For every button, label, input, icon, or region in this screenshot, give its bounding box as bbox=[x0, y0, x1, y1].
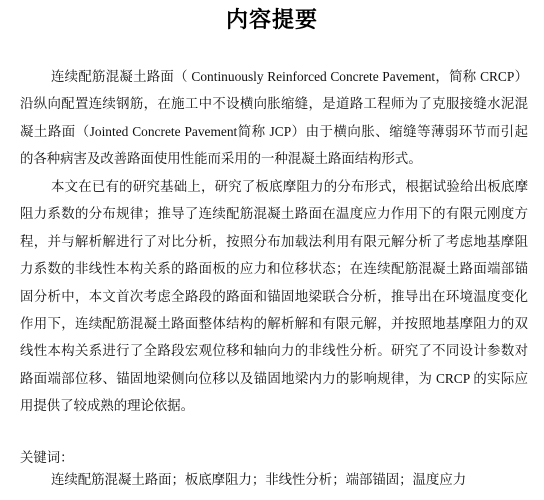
text-line: 的各种病害及改善路面使用性能而采用的一种混凝土路面结构形式。 bbox=[20, 151, 422, 167]
text-line: 阻力系数的分布规律；推导了连续配筋混凝土路面在温度应力作用下的有限元刚度方 bbox=[20, 206, 528, 222]
keyword-separator: ； bbox=[332, 472, 346, 487]
keywords-list bbox=[51, 469, 466, 491]
text-line: 作用下，连续配筋混凝土路面整体结构的解析解和有限元解，并按照地基摩阻力的双 bbox=[20, 315, 528, 331]
keyword-separator: ； bbox=[171, 472, 185, 487]
text-line: 路面端部位移、锚固地梁侧向位移以及锚固地梁内力的影响规律，为 CRCP 的实际应 bbox=[20, 370, 528, 386]
text-line: 本文在已有的研究基础上，研究了板底摩阻力的分布形式，根据试验给出板底摩 bbox=[51, 178, 528, 194]
abstract-paragraph-2 bbox=[20, 173, 528, 420]
keyword: 连续配筋混凝土路面 bbox=[51, 472, 172, 487]
text-line: 连续配筋混凝土路面（ Continuously Reinforced Concrete Pavement，简称 CRCP） bbox=[51, 69, 528, 84]
page-title: 内容提要 bbox=[225, 8, 318, 33]
abstract-paragraph-1 bbox=[20, 63, 528, 173]
abstract-body bbox=[20, 63, 528, 420]
text-line: 程，并与解析解进行了对比分析，按照分布加载法利用有限元解分析了考虑地基摩阻 bbox=[20, 233, 528, 249]
text-line: 凝土路面（Jointed Concrete Pavement简称 JCP）由于横向胀、缩缝等薄弱环节而引起 bbox=[20, 123, 528, 139]
keywords-label: 关键词： bbox=[20, 450, 74, 465]
keyword-separator: ； bbox=[399, 472, 413, 487]
keyword-separator: ； bbox=[251, 472, 266, 487]
text-line: 固分析中，本文首次考虑全路段的路面和锚固地梁联合分析，推导出在环境温度变化 bbox=[20, 288, 528, 304]
text-line: 用提供了较成熟的理论依据。 bbox=[20, 398, 195, 414]
keyword: 非线性分析 bbox=[265, 472, 333, 487]
keyword: 温度应力 bbox=[412, 472, 467, 487]
keyword: 端部锚固 bbox=[345, 472, 400, 487]
text-line: 线性本构关系进行了全路段宏观位移和轴向力的非线性分析。研究了不同设计参数对 bbox=[20, 343, 528, 359]
text-line: 力系数的非线性本构关系的路面板的应力和位移状态；在连续配筋混凝土路面端部锚 bbox=[20, 261, 528, 277]
text-line: 沿纵向配置连续钢筋，在施工中不设横向胀缩缝，是道路工程师为了克服接缝水泥混 bbox=[20, 96, 528, 112]
keyword: 板底摩阻力 bbox=[184, 472, 252, 487]
